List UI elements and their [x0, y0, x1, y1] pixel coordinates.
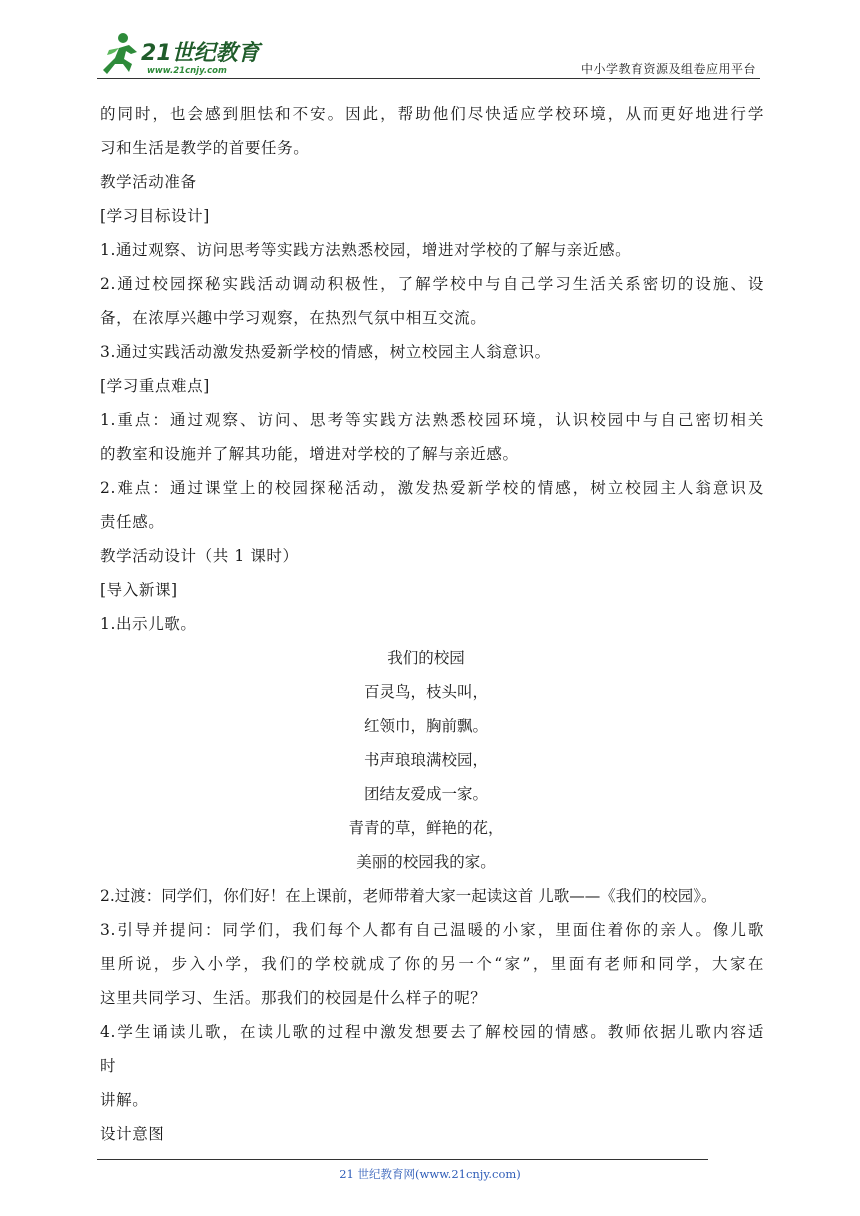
- list-item: 2.过渡：同学们，你们好！在上课前，老师带着大家一起读这首 儿歌——《我们的校园》。: [100, 887, 717, 905]
- poem-line: 红领巾，胸前飘。: [363, 717, 488, 735]
- poem-line: 团结友爱成一家。: [363, 785, 488, 803]
- page-header: [97, 30, 760, 80]
- poem-line: 美丽的校园我的家。: [356, 853, 496, 871]
- poem: [100, 641, 764, 879]
- poem-title: 我们的校园: [387, 649, 465, 667]
- list-item-continuation: 备，在浓厚兴趣中学习观察，在热烈气氛中相互交流。: [100, 309, 487, 327]
- header-divider: [97, 78, 760, 79]
- list-item: 1.通过观察、访问思考等实践方法熟悉校园，增进对学校的了解与亲近感。: [100, 241, 632, 259]
- list-item: 3.通过实践活动激发热爱新学校的情感，树立校园主人翁意识。: [100, 343, 551, 361]
- list-item-continuation: 时: [100, 1057, 117, 1075]
- section-heading: 教学活动准备: [100, 173, 197, 191]
- list-item-continuation: 责任感。: [100, 513, 165, 531]
- logo: [97, 30, 267, 76]
- header-tagline: 中小学教育资源及组卷应用平台: [580, 62, 756, 76]
- subsection-heading: [学习目标设计]: [100, 207, 210, 225]
- document-body: [100, 97, 764, 1151]
- list-item-continuation: 这里共同学习、生活。那我们的校园是什么样子的呢？: [100, 989, 487, 1007]
- subsection-heading: [导入新课]: [100, 581, 178, 599]
- paragraph-line: 的同时，也会感到胆怯和不安。因此，帮助他们尽快适应学校环境，从而更好地进行学: [100, 105, 764, 123]
- poem-line: 书声琅琅满校园，: [363, 751, 488, 769]
- list-item-continuation: 讲解。: [100, 1091, 149, 1109]
- footer-divider: [97, 1159, 708, 1160]
- paragraph-line: 习和生活是教学的首要任务。: [100, 139, 310, 157]
- section-heading: 教学活动设计（共 1 课时）: [100, 547, 299, 565]
- list-item: 2.难点：通过课堂上的校园探秘活动，激发热爱新学校的情感，树立校园主人翁意识及: [100, 479, 764, 497]
- section-heading: 设计意图: [100, 1125, 165, 1143]
- list-item-continuation: 里所说，步入小学，我们的学校就成了你的另一个“家”，里面有老师和同学，大家在: [100, 955, 764, 973]
- subsection-heading: [学习重点难点]: [100, 377, 210, 395]
- list-item: 3.引导并提问：同学们，我们每个人都有自己温暖的小家，里面住着你的亲人。像儿歌: [100, 921, 764, 939]
- list-item: 2.通过校园探秘实践活动调动积极性，了解学校中与自己学习生活关系密切的设施、设: [100, 275, 764, 293]
- list-item: 1.出示儿歌。: [100, 615, 197, 633]
- logo-url: www.21cnjy.com: [147, 66, 227, 76]
- list-item: 1.重点：通过观察、访问、思考等实践方法熟悉校园环境，认识校园中与自己密切相关: [100, 411, 764, 429]
- logo-text: 21世纪教育: [141, 41, 260, 66]
- poem-line: 百灵鸟，枝头叫，: [363, 683, 488, 701]
- list-item: 4.学生诵读儿歌，在读儿歌的过程中激发想要去了解校园的情感。教师依据儿歌内容适: [100, 1023, 764, 1041]
- list-item-continuation: 的教室和设施并了解其功能，增进对学校的了解与亲近感。: [100, 445, 519, 463]
- page-footer: 21 世纪教育网(www.21cnjy.com): [339, 1167, 521, 1181]
- poem-line: 青青的草，鲜艳的花，: [348, 819, 504, 837]
- runner-icon: [103, 33, 137, 74]
